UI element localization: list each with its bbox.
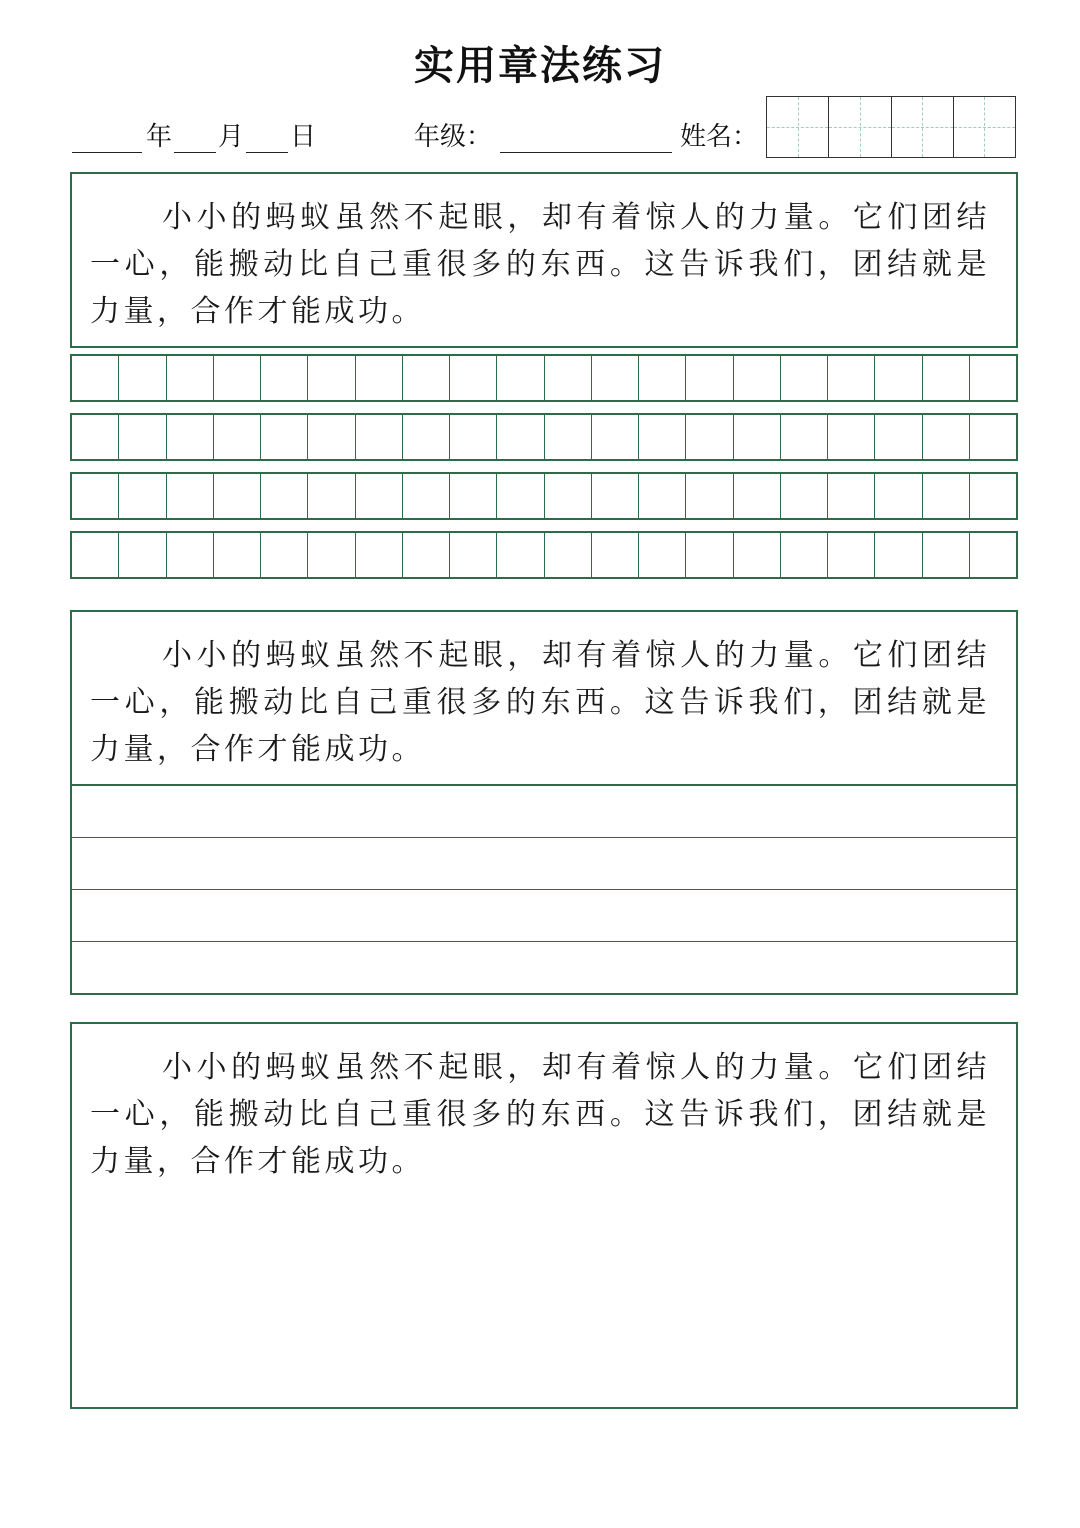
grid-cell[interactable] (166, 533, 213, 577)
grid-cell[interactable] (874, 356, 921, 400)
grid-cell[interactable] (72, 356, 118, 400)
grid-cell[interactable] (874, 415, 921, 459)
practice-lines[interactable] (70, 785, 1018, 995)
grid-cell[interactable] (969, 474, 1016, 518)
grid-cell[interactable] (355, 356, 402, 400)
grid-cell[interactable] (780, 533, 827, 577)
grid-cell[interactable] (544, 415, 591, 459)
grid-cell[interactable] (827, 415, 874, 459)
grid-cell[interactable] (449, 474, 496, 518)
name-cell[interactable] (828, 97, 890, 157)
grid-cell[interactable] (969, 415, 1016, 459)
grid-cell[interactable] (685, 415, 732, 459)
grid-cell[interactable] (307, 356, 354, 400)
grid-cell[interactable] (638, 356, 685, 400)
passage-box-3[interactable] (70, 1022, 1018, 1409)
grid-cell[interactable] (969, 533, 1016, 577)
grid-cell[interactable] (118, 474, 165, 518)
writing-line[interactable] (72, 941, 1016, 993)
practice-grid-row-4[interactable] (70, 531, 1018, 579)
passage-box-1 (70, 172, 1018, 348)
grid-cell[interactable] (166, 474, 213, 518)
grid-cell[interactable] (496, 474, 543, 518)
model-passage-1: 小小的蚂蚁虽然不起眼，却有着惊人的力量。它们团结一心，能搬动比自己重很多的东西。这告诉我们，团结就是力量，合作才能成功。 (90, 200, 990, 329)
grid-cell[interactable] (166, 415, 213, 459)
grid-cell[interactable] (260, 474, 307, 518)
grid-cell[interactable] (307, 474, 354, 518)
grid-cell[interactable] (685, 474, 732, 518)
grid-cell[interactable] (496, 356, 543, 400)
grid-cell[interactable] (496, 533, 543, 577)
grid-cell[interactable] (402, 356, 449, 400)
grid-cell[interactable] (402, 415, 449, 459)
grid-cell[interactable] (922, 474, 969, 518)
grid-cell[interactable] (260, 356, 307, 400)
grid-cell[interactable] (638, 533, 685, 577)
grid-cell[interactable] (685, 533, 732, 577)
grid-cell[interactable] (72, 474, 118, 518)
grid-cell[interactable] (922, 533, 969, 577)
grid-cell[interactable] (685, 356, 732, 400)
grid-cell[interactable] (355, 415, 402, 459)
grid-cell[interactable] (449, 356, 496, 400)
day-blank[interactable] (246, 152, 288, 153)
grid-cell[interactable] (544, 533, 591, 577)
writing-line[interactable] (72, 889, 1016, 941)
name-writing-grid[interactable] (766, 96, 1016, 158)
page-title: 实用章法练习 (414, 43, 666, 89)
grid-cell[interactable] (166, 356, 213, 400)
practice-grid-row-1[interactable] (70, 354, 1018, 402)
grid-cell[interactable] (213, 415, 260, 459)
grid-cell[interactable] (449, 533, 496, 577)
grid-cell[interactable] (213, 474, 260, 518)
grid-cell[interactable] (827, 533, 874, 577)
year-blank[interactable] (72, 152, 142, 153)
grid-cell[interactable] (780, 356, 827, 400)
grid-cell[interactable] (72, 415, 118, 459)
name-cell[interactable] (891, 97, 953, 157)
grid-cell[interactable] (118, 415, 165, 459)
grid-cell[interactable] (118, 533, 165, 577)
model-passage-3: 小小的蚂蚁虽然不起眼，却有着惊人的力量。它们团结一心，能搬动比自己重很多的东西。这告诉我们，团结就是力量，合作才能成功。 (90, 1050, 990, 1179)
grid-cell[interactable] (213, 533, 260, 577)
grid-cell[interactable] (307, 415, 354, 459)
grid-cell[interactable] (402, 474, 449, 518)
month-label: 月 (218, 122, 245, 152)
grid-cell[interactable] (827, 474, 874, 518)
grid-cell[interactable] (874, 533, 921, 577)
name-cell[interactable] (767, 97, 828, 157)
grid-cell[interactable] (544, 474, 591, 518)
grid-cell[interactable] (733, 533, 780, 577)
grid-cell[interactable] (591, 356, 638, 400)
grid-cell[interactable] (544, 356, 591, 400)
grid-cell[interactable] (922, 415, 969, 459)
grid-cell[interactable] (733, 474, 780, 518)
grid-cell[interactable] (780, 474, 827, 518)
name-label: 姓名： (680, 122, 759, 152)
grid-cell[interactable] (638, 474, 685, 518)
grid-cell[interactable] (213, 356, 260, 400)
grid-cell[interactable] (355, 474, 402, 518)
grade-blank[interactable] (500, 152, 672, 153)
grade-label: 年级： (414, 122, 493, 152)
grid-cell[interactable] (638, 415, 685, 459)
grid-cell[interactable] (591, 533, 638, 577)
grid-cell[interactable] (355, 533, 402, 577)
grid-cell[interactable] (874, 474, 921, 518)
grid-cell[interactable] (118, 356, 165, 400)
grid-cell[interactable] (72, 533, 118, 577)
practice-grid-row-2[interactable] (70, 413, 1018, 461)
grid-cell[interactable] (591, 415, 638, 459)
practice-grid-row-3[interactable] (70, 472, 1018, 520)
month-blank[interactable] (174, 152, 216, 153)
grid-cell[interactable] (969, 356, 1016, 400)
grid-cell[interactable] (449, 415, 496, 459)
grid-cell[interactable] (307, 533, 354, 577)
writing-line[interactable] (72, 785, 1016, 837)
header-fields (70, 96, 1018, 160)
grid-cell[interactable] (780, 415, 827, 459)
grid-cell[interactable] (496, 415, 543, 459)
passage-box-2 (70, 610, 1018, 786)
grid-cell[interactable] (733, 356, 780, 400)
grid-cell[interactable] (591, 474, 638, 518)
writing-line[interactable] (72, 837, 1016, 889)
name-cell[interactable] (953, 97, 1015, 157)
grid-cell[interactable] (260, 533, 307, 577)
year-label: 年 (146, 122, 173, 152)
grid-cell[interactable] (922, 356, 969, 400)
grid-cell[interactable] (733, 415, 780, 459)
model-passage-2: 小小的蚂蚁虽然不起眼，却有着惊人的力量。它们团结一心，能搬动比自己重很多的东西。这告诉我们，团结就是力量，合作才能成功。 (90, 638, 990, 767)
grid-cell[interactable] (260, 415, 307, 459)
grid-cell[interactable] (827, 356, 874, 400)
grid-cell[interactable] (402, 533, 449, 577)
day-label: 日 (290, 122, 317, 152)
